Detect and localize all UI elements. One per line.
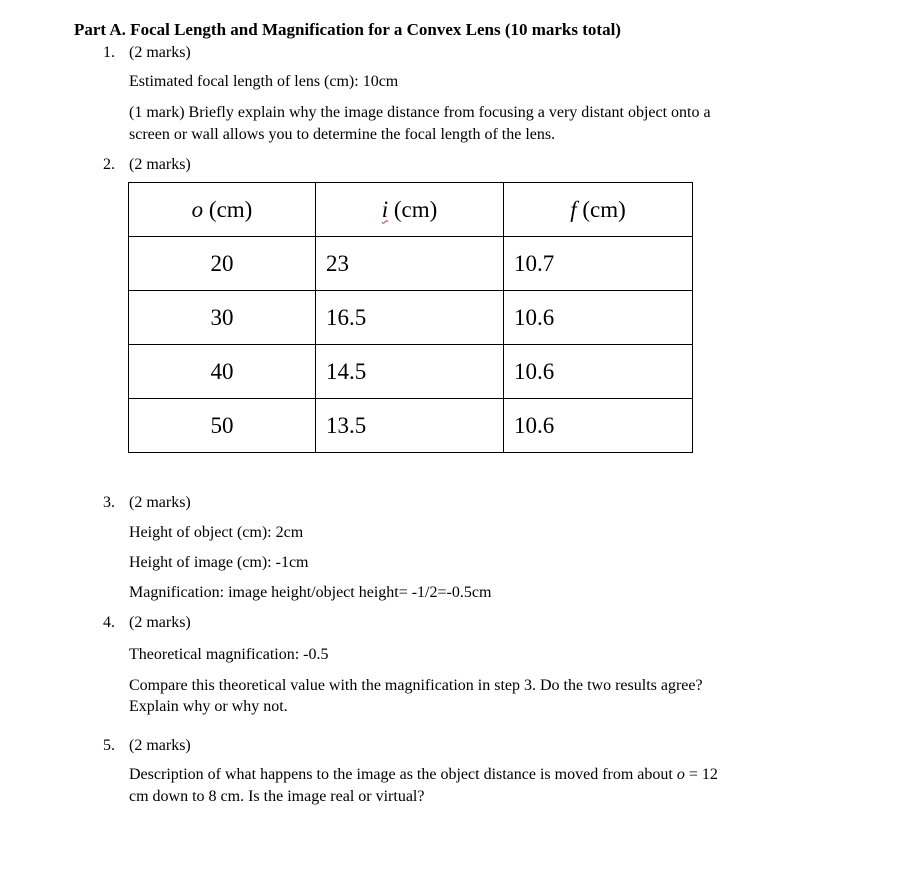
lens-data-table <box>128 182 693 453</box>
q2-marks: (2 marks) <box>129 156 191 173</box>
cell-object: 30 <box>129 291 316 345</box>
header-image-distance: i (cm) <box>316 183 504 237</box>
q1-explain-line2: screen or wall allows you to determine the focal length of the lens. <box>129 126 556 143</box>
q5-description-line2: cm down to 8 cm. Is the image real or virtual? <box>129 788 425 805</box>
cell-focal: 10.6 <box>504 399 693 453</box>
part-a-heading: Part A. Focal Length and Magnification for a Convex Lens (10 marks total) <box>74 20 621 39</box>
q3-marks: (2 marks) <box>129 494 191 511</box>
q1-number: 1. <box>103 44 115 61</box>
q1-explain-line1: (1 mark) Briefly explain why the image distance from focusing a very distant object onto a <box>129 104 711 121</box>
cell-image: 14.5 <box>316 345 504 399</box>
cell-focal: 10.7 <box>504 237 693 291</box>
q3-image-height: Height of image (cm): -1cm <box>129 554 309 571</box>
cell-object: 50 <box>129 399 316 453</box>
q5-description-line1: Description of what happens to the image as the object distance is moved from about o = 12 <box>129 766 718 783</box>
q3-magnification: Magnification: image height/object height= -1/2=-0.5cm <box>129 584 492 601</box>
table-row <box>129 237 693 291</box>
q3-number: 3. <box>103 494 115 511</box>
q4-number: 4. <box>103 614 115 631</box>
cell-object: 40 <box>129 345 316 399</box>
q1-estimate: Estimated focal length of lens (cm): 10cm <box>129 73 399 90</box>
table-header-row <box>129 183 693 237</box>
q4-marks: (2 marks) <box>129 614 191 631</box>
q2-number: 2. <box>103 156 115 173</box>
q4-compare-line1: Compare this theoretical value with the magnification in step 3. Do the two results agree? <box>129 677 703 694</box>
cell-object: 20 <box>129 237 316 291</box>
table-row <box>129 291 693 345</box>
cell-image: 16.5 <box>316 291 504 345</box>
q5-number: 5. <box>103 737 115 754</box>
header-object-distance: o (cm) <box>129 183 316 237</box>
q3-object-height: Height of object (cm): 2cm <box>129 524 304 541</box>
cell-focal: 10.6 <box>504 345 693 399</box>
table-row <box>129 399 693 453</box>
q4-theoretical: Theoretical magnification: -0.5 <box>129 646 329 663</box>
q4-compare-line2: Explain why or why not. <box>129 698 288 715</box>
header-focal-length: f (cm) <box>504 183 693 237</box>
q1-marks: (2 marks) <box>129 44 191 61</box>
q5-marks: (2 marks) <box>129 737 191 754</box>
cell-image: 23 <box>316 237 504 291</box>
cell-image: 13.5 <box>316 399 504 453</box>
table-row <box>129 345 693 399</box>
cell-focal: 10.6 <box>504 291 693 345</box>
